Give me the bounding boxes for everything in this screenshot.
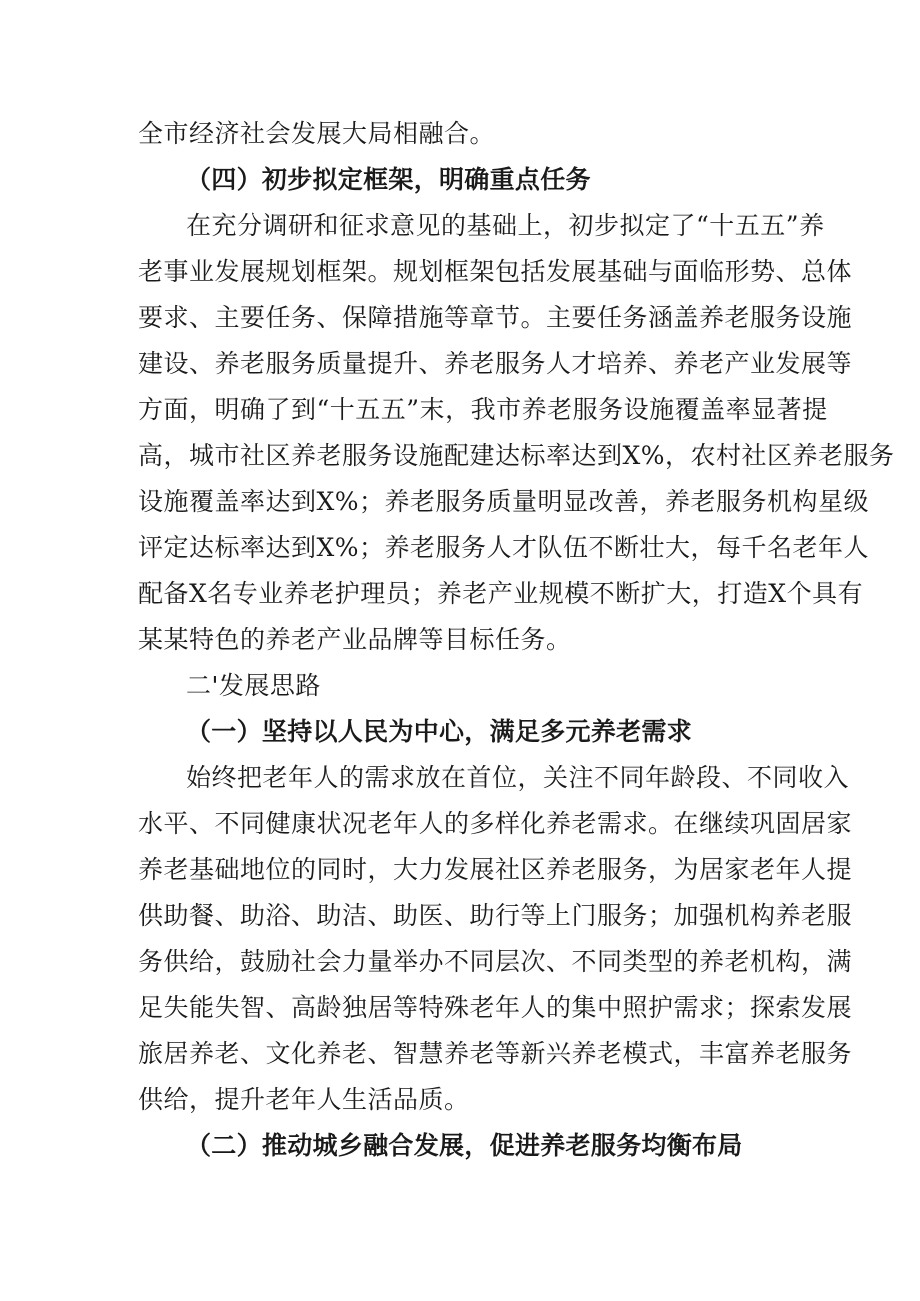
- paragraph-line: 在充分调研和征求意见的基础上，初步拟定了“十五五”养: [186, 211, 825, 240]
- paragraph-line: 始终把老年人的需求放在首位，关注不同年龄段、不同收入: [186, 763, 850, 792]
- sub-heading-4: （四）初步拟定框架，明确重点任务: [186, 165, 591, 194]
- paragraph-line: 设施覆盖率达到X%；养老服务质量明显改善，养老服务机构星级: [138, 487, 870, 516]
- paragraph-line: 水平、不同健康状况老年人的多样化养老需求。在继续巩固居家: [138, 809, 853, 838]
- sub-heading-1: （一）坚持以人民为中心，满足多元养老需求: [186, 717, 693, 746]
- paragraph-line: 养老基础地位的同时，大力发展社区养老服务，为居家老年人提: [138, 855, 853, 884]
- paragraph-line: 要求、主要任务、保障措施等章节。主要任务涵盖养老服务设施: [138, 303, 853, 332]
- paragraph-line: 旅居养老、文化养老、智慧养老等新兴养老模式，丰富养老服务: [138, 1039, 853, 1068]
- paragraph-line: 某某特色的养老产业品牌等目标任务。: [138, 625, 572, 654]
- paragraph-line: 高，城市社区养老服务设施配建达标率达到X%，农村社区养老服务: [138, 441, 895, 470]
- paragraph-line: 供给，提升老年人生活品质。: [138, 1085, 470, 1114]
- sub-heading-2: （二）推动城乡融合发展，促进养老服务均衡布局: [186, 1131, 743, 1160]
- paragraph-line: 评定达标率达到X%；养老服务人才队伍不断壮大，每千名老年人: [138, 533, 870, 562]
- paragraph-line: 建设、养老服务质量提升、养老服务人才培养、养老产业发展等: [138, 349, 853, 378]
- paragraph-line: 足失能失智、高龄独居等特殊老年人的集中照护需求；探索发展: [138, 993, 853, 1022]
- paragraph-line: 方面，明确了到“十五五”末，我市养老服务设施覆盖率显著提: [138, 395, 828, 424]
- paragraph-line: 供助餐、助浴、助洁、助医、助行等上门服务；加强机构养老服: [138, 901, 853, 930]
- paragraph-line: 务供给，鼓励社会力量举办不同层次、不同类型的养老机构，满: [138, 947, 853, 976]
- paragraph-line: 老事业发展规划框架。规划框架包括发展基础与面临形势、总体: [138, 257, 853, 286]
- paragraph-line: 全市经济社会发展大局相融合。: [138, 119, 496, 148]
- paragraph-line: 配备X名专业养老护理员；养老产业规模不断扩大，打造X个具有: [138, 579, 864, 608]
- section-heading-2: 二'发展思路: [186, 671, 321, 700]
